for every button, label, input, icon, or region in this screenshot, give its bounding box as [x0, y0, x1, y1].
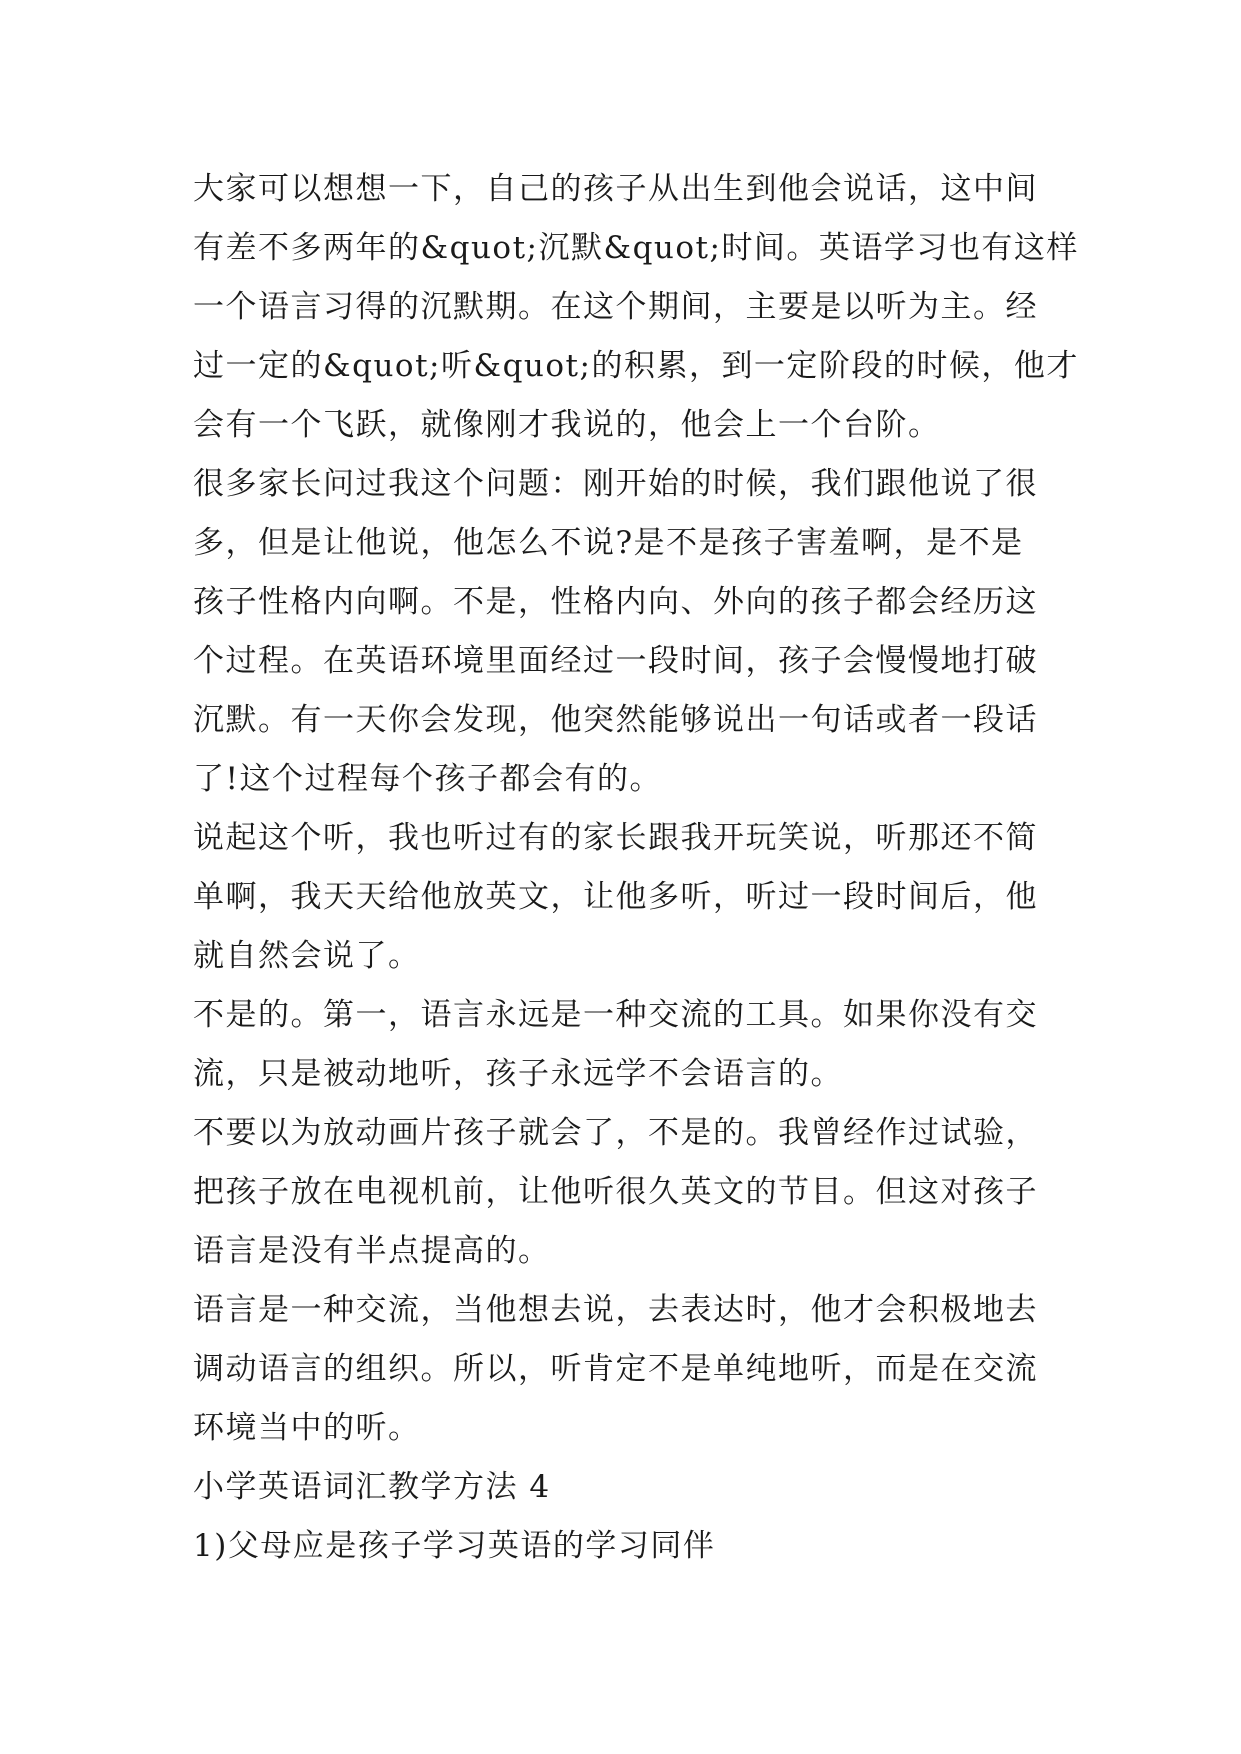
text-line: 不要以为放动画片孩子就会了，不是的。我曾经作过试验，	[193, 1115, 1038, 1151]
text-line: 把孩子放在电视机前，让他听很久英文的节目。但这对孩子	[193, 1174, 1038, 1210]
text-line: 不是的。第一，语言永远是一种交流的工具。如果你没有交	[193, 997, 1038, 1033]
text-line: 很多家长问过我这个问题：刚开始的时候，我们跟他说了很	[193, 466, 1038, 502]
document-body	[193, 160, 1079, 1576]
text-line: 沉默。有一天你会发现，他突然能够说出一句话或者一段话	[193, 702, 1038, 738]
text-line: 孩子性格内向啊。不是，性格内向、外向的孩子都会经历这	[193, 584, 1038, 620]
text-line: 多，但是让他说，他怎么不说?是不是孩子害羞啊，是不是	[193, 525, 1024, 561]
text-line: 会有一个飞跃，就像刚才我说的，他会上一个台阶。	[193, 407, 941, 443]
text-line: 语言是没有半点提高的。	[193, 1233, 551, 1269]
text-line: 大家可以想想一下，自己的孩子从出生到他会说话，这中间	[193, 171, 1038, 207]
text-line: 环境当中的听。	[193, 1410, 421, 1446]
text-line: 语言是一种交流，当他想去说，去表达时，他才会积极地去	[193, 1292, 1038, 1328]
text-line: 流，只是被动地听，孩子永远学不会语言的。	[193, 1056, 843, 1092]
text-line: 个过程。在英语环境里面经过一段时间，孩子会慢慢地打破	[193, 643, 1038, 679]
text-line: 一个语言习得的沉默期。在这个期间，主要是以听为主。经	[193, 289, 1038, 325]
text-line: 了!这个过程每个孩子都会有的。	[193, 761, 662, 797]
text-line: 过一定的&quot;听&quot;的积累，到一定阶段的时候，他才	[193, 348, 1079, 384]
text-line: 有差不多两年的&quot;沉默&quot;时间。英语学习也有这样	[193, 230, 1079, 266]
section-heading: 小学英语词汇教学方法 4	[193, 1469, 551, 1505]
text-line: 单啊，我天天给他放英文，让他多听，听过一段时间后，他	[193, 879, 1038, 915]
text-line: 调动语言的组织。所以，听肯定不是单纯地听，而是在交流	[193, 1351, 1038, 1387]
list-item: 1)父母应是孩子学习英语的学习同伴	[193, 1528, 716, 1564]
text-line: 说起这个听，我也听过有的家长跟我开玩笑说，听那还不简	[193, 820, 1038, 856]
text-line: 就自然会说了。	[193, 938, 421, 974]
